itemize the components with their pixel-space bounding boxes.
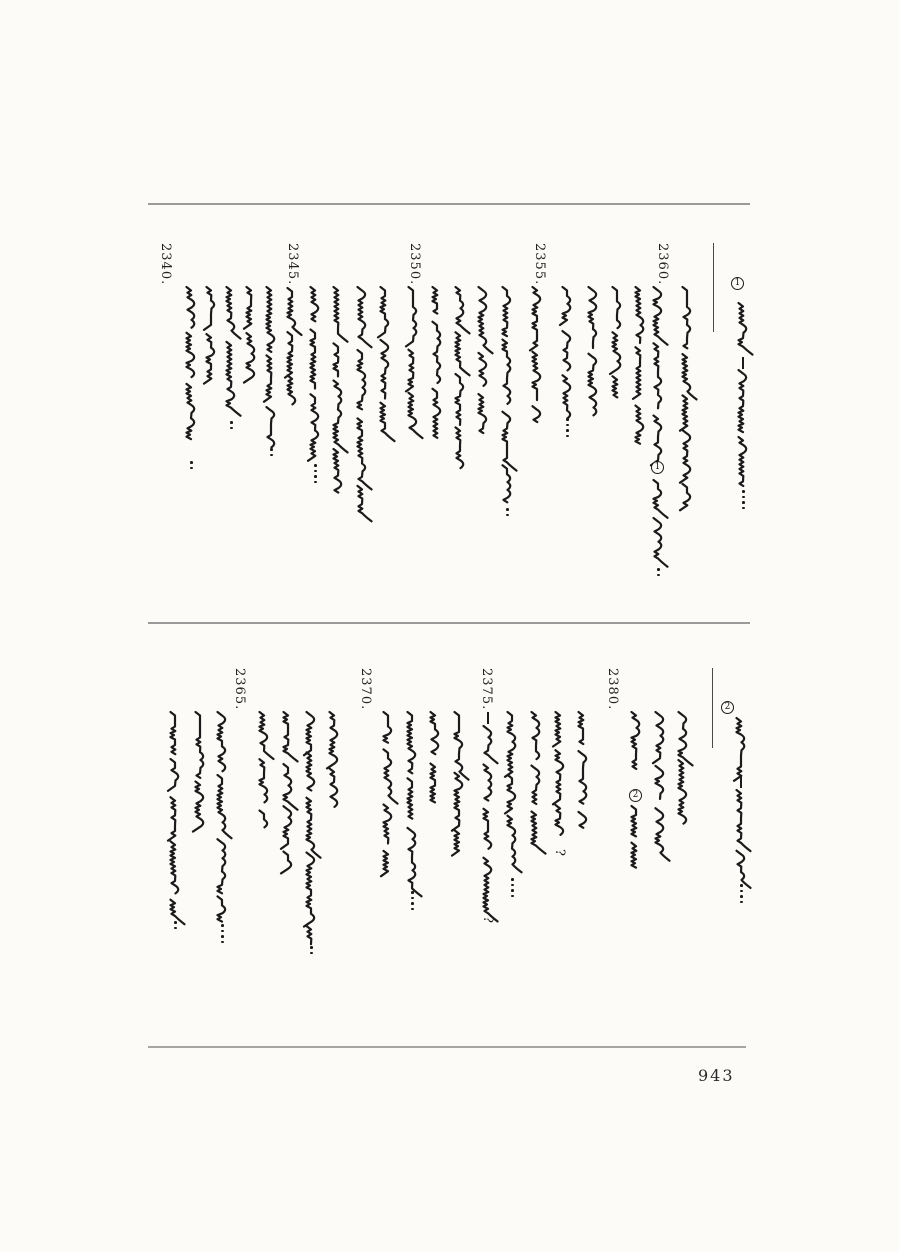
script-column — [739, 303, 753, 355]
script-column — [304, 712, 321, 944]
script-column — [227, 287, 241, 416]
end-punctuation-dot — [221, 930, 224, 933]
script-column — [737, 790, 751, 888]
script-column — [654, 480, 668, 567]
page-number: 943 — [698, 1066, 735, 1085]
script-column — [406, 287, 423, 438]
script-column — [327, 712, 337, 807]
script-column — [553, 712, 563, 835]
end-punctuation-dot — [566, 435, 569, 438]
end-punctuation-dot — [314, 464, 317, 467]
entry-number: 2360. — [655, 243, 670, 286]
script-column — [651, 287, 668, 465]
end-punctuation-dot — [511, 895, 514, 898]
end-punctuation-dot — [742, 496, 745, 499]
top-rule — [148, 203, 750, 205]
script-column — [168, 712, 185, 924]
end-punctuation-dot — [221, 941, 224, 944]
script-column — [560, 287, 570, 418]
script-column — [244, 287, 254, 383]
footnote-marker: 2 — [721, 701, 734, 714]
entry-number: 2380. — [605, 668, 620, 711]
script-column — [503, 287, 517, 502]
script-column — [632, 806, 637, 868]
end-punctuation-dot — [566, 424, 569, 427]
entry-number: 2340. — [158, 243, 173, 286]
end-punctuation-dot — [411, 897, 414, 900]
end-punctuation-dot — [740, 895, 743, 898]
script-column — [264, 287, 274, 447]
script-column — [308, 287, 318, 461]
end-punctuation-dot — [174, 927, 177, 930]
script-column — [378, 287, 395, 441]
end-punctuation-dot — [190, 461, 193, 464]
end-punctuation-dot — [742, 490, 745, 493]
end-punctuation-dot — [742, 501, 745, 504]
entry-number: 2375. — [479, 668, 494, 711]
entry-number: 2370. — [358, 668, 373, 711]
end-punctuation-dot — [270, 448, 273, 451]
inline-footnote-marker: 1 — [651, 461, 664, 474]
script-column — [285, 288, 302, 404]
end-punctuation-dot — [506, 514, 509, 517]
question-mark: ? — [480, 916, 495, 923]
script-column — [734, 718, 744, 781]
footnote-separator — [713, 243, 714, 332]
end-punctuation-dot — [411, 902, 414, 905]
footnote-marker: 1 — [731, 277, 744, 290]
middle-rule — [148, 622, 750, 624]
end-punctuation-dot — [411, 908, 414, 911]
end-punctuation-dot — [310, 952, 313, 955]
end-punctuation-dot — [511, 889, 514, 892]
end-punctuation-dot — [174, 921, 177, 924]
end-punctuation-dot — [314, 475, 317, 478]
end-punctuation-dot — [314, 470, 317, 473]
script-column — [452, 712, 469, 856]
end-punctuation-dot — [221, 924, 224, 927]
end-punctuation-dot — [221, 935, 224, 938]
script-column — [456, 287, 470, 468]
script-column — [431, 712, 439, 802]
script-column — [589, 287, 597, 415]
question-mark: ? — [552, 849, 567, 856]
end-punctuation-dot — [657, 574, 660, 577]
end-punctuation-dot — [742, 507, 745, 510]
end-punctuation-dot — [566, 429, 569, 432]
end-punctuation-dot — [411, 891, 414, 894]
script-column — [579, 712, 587, 828]
script-column — [218, 712, 232, 922]
end-punctuation-dot — [506, 508, 509, 511]
script-column — [633, 287, 643, 444]
end-punctuation-dot — [190, 467, 193, 470]
script-column — [187, 287, 195, 439]
dash-mark — [742, 357, 744, 369]
script-column — [260, 712, 274, 827]
script-column — [358, 287, 372, 521]
script-column — [680, 287, 697, 510]
script-column — [193, 712, 203, 832]
script-column — [433, 287, 441, 438]
script-column — [334, 287, 348, 493]
entry-number: 2345. — [285, 243, 300, 286]
script-column — [530, 287, 540, 422]
end-punctuation-dot — [511, 878, 514, 881]
script-column — [408, 712, 422, 896]
entry-number: 2355. — [532, 243, 547, 286]
entry-number: 2365. — [232, 668, 247, 711]
inline-footnote-marker: 2 — [629, 789, 642, 802]
script-column — [479, 287, 493, 433]
dash-mark — [487, 712, 489, 724]
script-column — [632, 712, 640, 769]
script-column — [532, 712, 546, 854]
end-punctuation-dot — [657, 568, 660, 571]
script-column — [653, 712, 670, 861]
script-column — [610, 287, 620, 397]
end-punctuation-dot — [740, 884, 743, 887]
entry-number: 2350. — [407, 243, 422, 286]
end-punctuation-dot — [230, 421, 233, 424]
script-column — [381, 712, 398, 876]
end-punctuation-dot — [511, 884, 514, 887]
script-column — [484, 726, 498, 921]
end-punctuation-dot — [310, 946, 313, 949]
dash-mark — [740, 776, 742, 788]
end-punctuation-dot — [230, 427, 233, 430]
end-punctuation-dot — [314, 481, 317, 484]
end-punctuation-dot — [270, 454, 273, 457]
bottom-rule — [148, 1046, 746, 1048]
end-punctuation-dot — [566, 418, 569, 421]
script-column — [739, 370, 747, 486]
footnote-separator — [712, 668, 713, 748]
script-column — [505, 712, 522, 872]
script-column — [204, 287, 214, 384]
end-punctuation-dot — [740, 890, 743, 893]
end-punctuation-dot — [740, 901, 743, 904]
script-column — [679, 712, 693, 824]
script-column — [281, 712, 298, 873]
